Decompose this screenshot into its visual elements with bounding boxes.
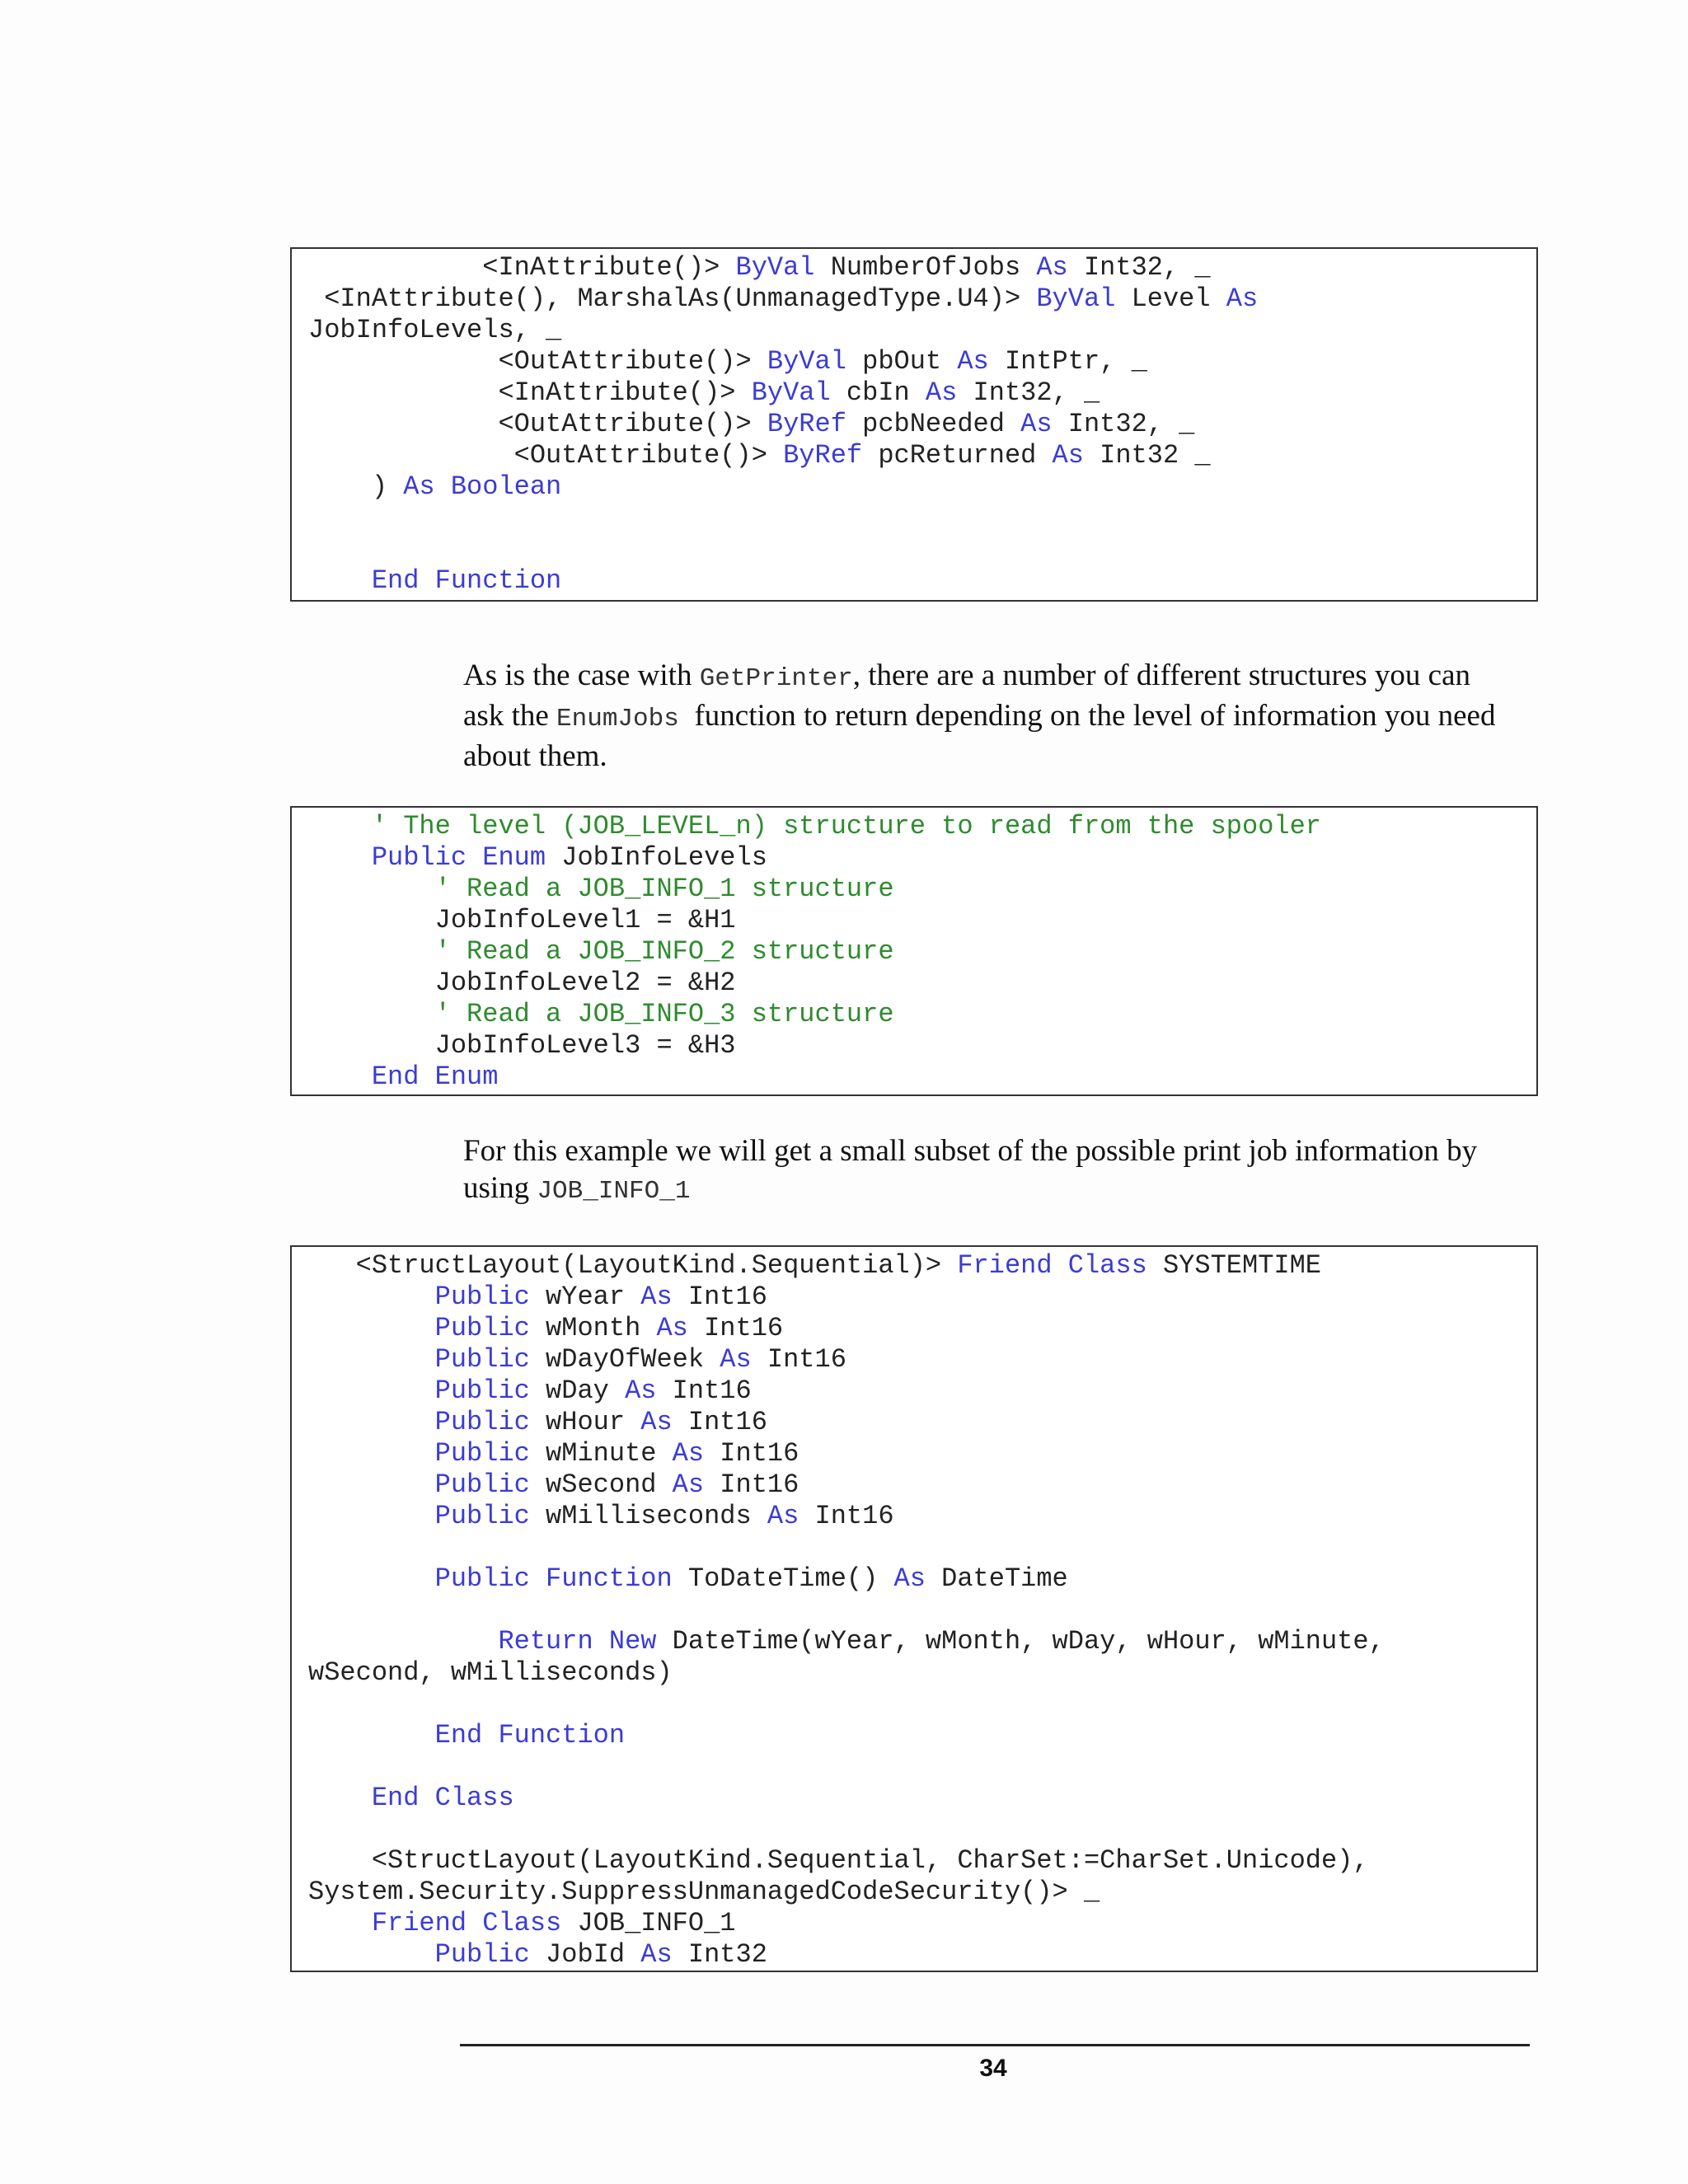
code-text: <InAttribute()> bbox=[308, 252, 736, 283]
code-line bbox=[308, 1720, 1536, 1751]
code-line bbox=[308, 1250, 1536, 1282]
code-text: wDay bbox=[529, 1376, 626, 1406]
code-text: IntPtr, _ bbox=[988, 346, 1147, 377]
code-keyword: As bbox=[625, 1376, 657, 1406]
paragraph-1 bbox=[463, 657, 1502, 775]
code-line bbox=[308, 1407, 1536, 1438]
code-keyword: Public bbox=[434, 1282, 530, 1312]
code-text: wMinute bbox=[529, 1438, 673, 1469]
code-line bbox=[308, 471, 1536, 503]
code-keyword: As bbox=[957, 346, 989, 377]
code-keyword: ByVal bbox=[751, 377, 831, 408]
code-keyword: As bbox=[893, 1563, 926, 1594]
code-line bbox=[308, 284, 1536, 315]
code-keyword: Public bbox=[434, 1469, 530, 1500]
code-text bbox=[308, 1282, 435, 1312]
code-text bbox=[308, 874, 435, 904]
code-text bbox=[308, 1344, 435, 1375]
code-block-2 bbox=[290, 806, 1538, 1096]
code-keyword: Return New bbox=[498, 1626, 657, 1657]
code-text: JobInfoLevel3 = &H3 bbox=[308, 1030, 736, 1061]
code-keyword: Public bbox=[434, 1438, 530, 1469]
code-text: Int16 bbox=[656, 1376, 752, 1406]
code-keyword: Public bbox=[434, 1344, 530, 1375]
code-line bbox=[308, 1877, 1536, 1908]
code-line bbox=[308, 1595, 1536, 1626]
code-text: pcbNeeded bbox=[846, 409, 1021, 439]
code-text: Int16 bbox=[799, 1501, 894, 1531]
code-text: wDayOfWeek bbox=[529, 1344, 720, 1375]
paragraph-text: For this example we will get a small subset of the possible print job information by using bbox=[463, 1134, 1478, 1205]
code-comment: ' Read a JOB_INFO_1 structure bbox=[434, 874, 894, 904]
code-line bbox=[308, 377, 1536, 409]
code-keyword: As Boolean bbox=[403, 471, 562, 502]
code-line bbox=[308, 905, 1536, 936]
code-text bbox=[308, 1438, 435, 1469]
code-line bbox=[308, 874, 1536, 905]
code-line bbox=[308, 565, 1536, 597]
code-text bbox=[308, 842, 372, 873]
code-text: Int16 bbox=[751, 1344, 846, 1375]
code-text: <OutAttribute()> bbox=[308, 440, 784, 471]
code-keyword: ByRef bbox=[783, 440, 863, 471]
code-text bbox=[308, 1501, 435, 1531]
code-line bbox=[308, 409, 1536, 440]
code-line bbox=[308, 1563, 1536, 1595]
code-text: JobInfoLevels bbox=[546, 842, 767, 873]
code-keyword: As bbox=[640, 1407, 673, 1437]
code-line bbox=[308, 1344, 1536, 1376]
code-keyword: End Function bbox=[434, 1720, 626, 1750]
code-comment: ' Read a JOB_INFO_2 structure bbox=[434, 936, 894, 967]
code-content bbox=[308, 252, 1536, 597]
code-text: <OutAttribute()> bbox=[308, 409, 767, 439]
code-keyword: Friend Class bbox=[957, 1250, 1147, 1281]
code-text: wHour bbox=[529, 1407, 641, 1437]
code-line bbox=[308, 1438, 1536, 1469]
code-line bbox=[308, 1501, 1536, 1532]
code-text: wSecond, wMilliseconds) bbox=[308, 1657, 673, 1688]
code-keyword: Public bbox=[434, 1313, 530, 1343]
code-line bbox=[308, 346, 1536, 377]
code-line bbox=[308, 1313, 1536, 1344]
code-text: DateTime bbox=[925, 1563, 1068, 1594]
code-keyword: Public Function bbox=[434, 1563, 673, 1594]
code-keyword: ByRef bbox=[767, 409, 846, 439]
code-text bbox=[308, 1062, 372, 1092]
code-text: Int32 bbox=[672, 1939, 767, 1970]
paragraph-text: As is the case with bbox=[463, 658, 700, 692]
code-comment: ' Read a JOB_INFO_3 structure bbox=[434, 999, 894, 1029]
code-text: wMilliseconds bbox=[529, 1501, 767, 1531]
code-keyword: Public bbox=[434, 1939, 530, 1970]
inline-code: JOB_INFO_1 bbox=[537, 1177, 691, 1206]
code-keyword: As bbox=[1020, 409, 1053, 439]
code-text bbox=[308, 1563, 435, 1594]
code-keyword: As bbox=[925, 377, 958, 408]
code-text: JobInfoLevel1 = &H1 bbox=[308, 905, 736, 935]
code-text bbox=[308, 811, 372, 841]
code-line bbox=[308, 1814, 1536, 1845]
code-keyword: Public bbox=[434, 1376, 530, 1406]
code-keyword: As bbox=[656, 1313, 688, 1343]
code-text: Int16 bbox=[687, 1313, 784, 1343]
code-text bbox=[308, 1469, 435, 1500]
code-line bbox=[308, 999, 1536, 1030]
code-text: wYear bbox=[529, 1282, 641, 1312]
code-line bbox=[308, 503, 1536, 534]
code-text: wSecond bbox=[529, 1469, 673, 1500]
inline-code: EnumJobs bbox=[556, 705, 695, 733]
code-keyword: As bbox=[767, 1501, 799, 1531]
code-line bbox=[308, 440, 1536, 471]
code-text: Int32, _ bbox=[957, 377, 1100, 408]
code-keyword: ByVal bbox=[1036, 284, 1116, 314]
code-line bbox=[308, 1845, 1536, 1877]
code-keyword: End Enum bbox=[371, 1062, 499, 1092]
code-line bbox=[308, 1030, 1536, 1062]
code-text: <StructLayout(LayoutKind.Sequential)> bbox=[308, 1250, 958, 1281]
code-text: <OutAttribute()> bbox=[308, 346, 767, 377]
code-text: <StructLayout(LayoutKind.Sequential, CharSet:=CharSet.Unicode), bbox=[308, 1845, 1369, 1876]
code-keyword: As bbox=[1052, 440, 1084, 471]
code-text bbox=[308, 1313, 435, 1343]
code-line bbox=[308, 1657, 1536, 1689]
code-keyword: ByVal bbox=[767, 346, 846, 377]
code-line bbox=[308, 1376, 1536, 1407]
code-keyword: ByVal bbox=[735, 252, 815, 283]
code-text: Int16 bbox=[704, 1438, 799, 1469]
code-text: <InAttribute(), MarshalAs(UnmanagedType.U4)> bbox=[308, 284, 1037, 314]
code-keyword: As bbox=[1226, 284, 1259, 314]
code-line bbox=[308, 1751, 1536, 1783]
code-text: JobId bbox=[529, 1939, 641, 1970]
code-text bbox=[308, 1407, 435, 1437]
code-text: DateTime(wYear, wMonth, wDay, wHour, wMinute, bbox=[656, 1626, 1385, 1657]
code-block-1 bbox=[290, 247, 1538, 602]
code-content bbox=[308, 1250, 1536, 1971]
code-line bbox=[308, 1908, 1536, 1939]
code-text bbox=[308, 1783, 372, 1813]
code-text: ToDateTime() bbox=[672, 1563, 894, 1594]
code-block-3 bbox=[290, 1245, 1538, 1972]
code-text: Int16 bbox=[704, 1469, 799, 1500]
code-line bbox=[308, 811, 1536, 842]
code-line bbox=[308, 1062, 1536, 1093]
inline-code: GetPrinter bbox=[699, 664, 853, 693]
code-text bbox=[308, 1376, 435, 1406]
code-text bbox=[308, 936, 435, 967]
code-keyword: End Function bbox=[371, 565, 562, 596]
code-keyword: Public bbox=[434, 1407, 530, 1437]
code-line bbox=[308, 1532, 1536, 1563]
code-keyword: As bbox=[640, 1939, 673, 1970]
code-text: Int16 bbox=[672, 1282, 767, 1312]
code-text bbox=[308, 1939, 435, 1970]
page-number: 34 bbox=[979, 2055, 1007, 2082]
code-text: ) bbox=[308, 471, 404, 502]
code-keyword: As bbox=[672, 1438, 705, 1469]
code-line bbox=[308, 842, 1536, 874]
code-text bbox=[308, 1908, 372, 1938]
code-line bbox=[308, 252, 1536, 284]
code-text: System.Security.SuppressUnmanagedCodeSecurity()> _ bbox=[308, 1877, 1100, 1907]
code-keyword: As bbox=[1036, 252, 1068, 283]
code-keyword: Friend Class bbox=[371, 1908, 562, 1938]
code-line bbox=[308, 1282, 1536, 1313]
code-line bbox=[308, 968, 1536, 999]
code-text: <InAttribute()> bbox=[308, 377, 752, 408]
code-keyword: End Class bbox=[371, 1783, 514, 1813]
code-keyword: As bbox=[672, 1469, 705, 1500]
code-text: JobInfoLevels, _ bbox=[308, 315, 562, 345]
code-text: Int32, _ bbox=[1067, 252, 1211, 283]
code-text: Int32 _ bbox=[1083, 440, 1211, 471]
code-line bbox=[308, 1626, 1536, 1657]
paragraph-text: , there are a number of different structures you can ask the bbox=[463, 658, 1471, 733]
code-text: NumberOfJobs bbox=[814, 252, 1037, 283]
code-comment: ' The level (JOB_LEVEL_n) structure to read from the spooler bbox=[371, 811, 1321, 841]
code-line bbox=[308, 1469, 1536, 1501]
code-text: pbOut bbox=[846, 346, 958, 377]
code-text: Level bbox=[1115, 284, 1226, 314]
code-text bbox=[308, 1626, 498, 1657]
code-keyword: As bbox=[720, 1344, 752, 1375]
code-text: JobInfoLevel2 = &H2 bbox=[308, 968, 736, 998]
code-line bbox=[308, 1939, 1536, 1971]
code-text bbox=[308, 565, 372, 596]
code-text: cbIn bbox=[830, 377, 926, 408]
code-content bbox=[308, 811, 1536, 1093]
code-keyword: Public bbox=[434, 1501, 530, 1531]
code-line bbox=[308, 315, 1536, 346]
code-text: pcReturned bbox=[862, 440, 1053, 471]
code-text: SYSTEMTIME bbox=[1146, 1250, 1321, 1281]
paragraph-2 bbox=[463, 1132, 1502, 1210]
paragraph-text: function to return depending on the level of information you need about them. bbox=[463, 699, 1496, 773]
code-text: wMonth bbox=[529, 1313, 657, 1343]
code-line bbox=[308, 534, 1536, 565]
code-line bbox=[308, 936, 1536, 968]
code-text bbox=[308, 999, 435, 1029]
code-line bbox=[308, 1689, 1536, 1720]
code-line bbox=[308, 1783, 1536, 1814]
code-keyword: Public Enum bbox=[371, 842, 546, 873]
footer-rule bbox=[460, 2044, 1530, 2046]
code-text: JOB_INFO_1 bbox=[561, 1908, 736, 1938]
code-text: Int16 bbox=[672, 1407, 767, 1437]
code-text bbox=[308, 1720, 435, 1750]
code-keyword: As bbox=[640, 1282, 673, 1312]
code-text: Int32, _ bbox=[1052, 409, 1195, 439]
